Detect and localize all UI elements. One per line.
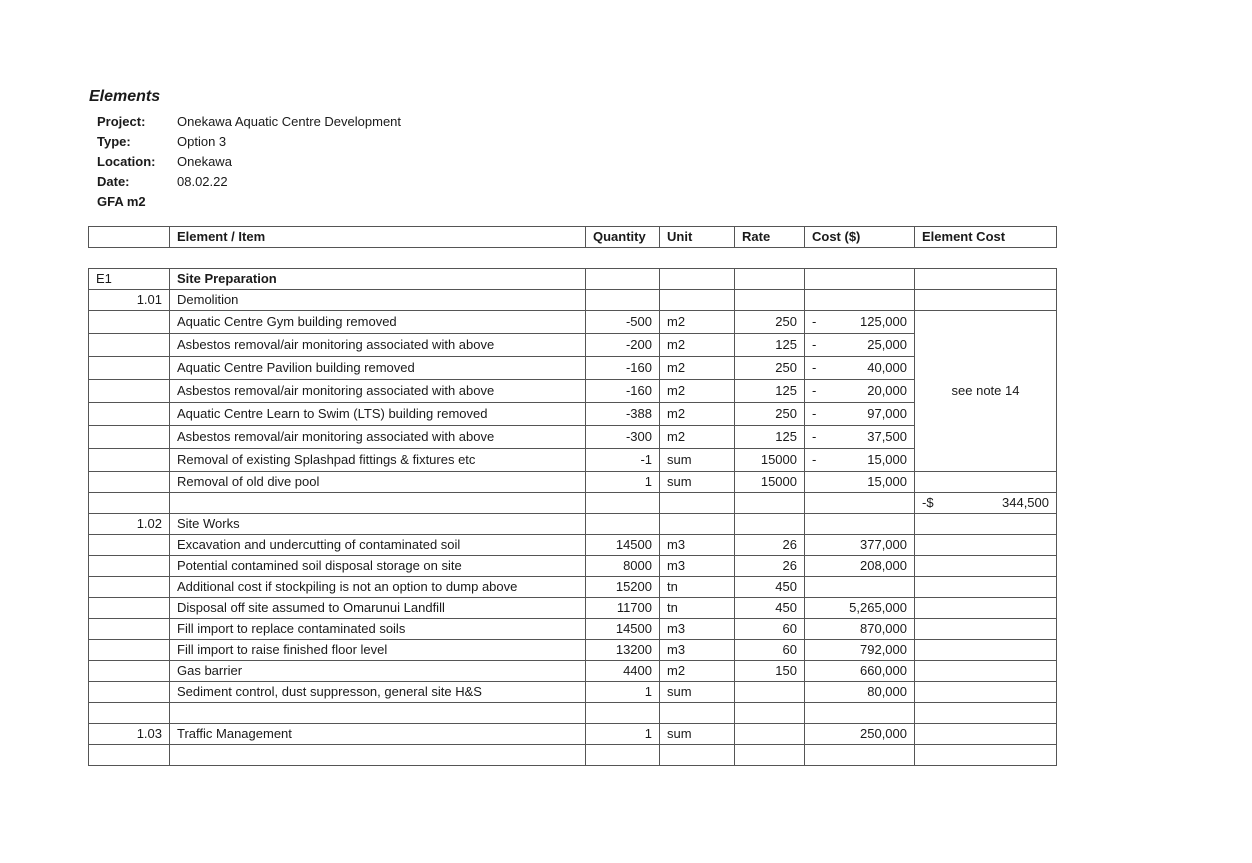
item-description: Aquatic Centre Learn to Swim (LTS) building removed <box>170 403 586 426</box>
negative-marker: - <box>812 383 817 398</box>
table-row <box>89 661 1057 682</box>
subsection-code: 1.02 <box>89 514 170 535</box>
table-row <box>89 334 1057 357</box>
element-note: see note 14 <box>915 311 1057 472</box>
table-row <box>89 449 1057 472</box>
table-row <box>89 640 1057 661</box>
item-rate: 450 <box>735 598 805 619</box>
item-rate: 15000 <box>735 472 805 493</box>
negative-marker: - <box>812 337 817 352</box>
item-rate: 60 <box>735 619 805 640</box>
item-cost: 97,000 <box>867 406 907 421</box>
item-unit: m3 <box>660 535 735 556</box>
header-quantity: Quantity <box>586 227 660 248</box>
item-quantity: -160 <box>586 357 660 380</box>
element-total-cell <box>915 493 1057 514</box>
section-row <box>89 269 1057 290</box>
item-rate: 15000 <box>735 449 805 472</box>
item-quantity: 15200 <box>586 577 660 598</box>
table-row <box>89 426 1057 449</box>
empty-row <box>89 703 1057 724</box>
item-quantity: 4400 <box>586 661 660 682</box>
item-description: Fill import to replace contaminated soils <box>170 619 586 640</box>
item-unit: m2 <box>660 380 735 403</box>
item-description: Asbestos removal/air monitoring associated with above <box>170 426 586 449</box>
meta-key: Location: <box>97 154 156 169</box>
item-rate: 250 <box>735 357 805 380</box>
negative-marker: - <box>812 406 817 421</box>
item-rate: 125 <box>735 426 805 449</box>
item-unit: tn <box>660 577 735 598</box>
item-cost: 25,000 <box>867 337 907 352</box>
meta-key: Project: <box>97 114 146 129</box>
table-row <box>89 556 1057 577</box>
item-quantity: 1 <box>586 682 660 703</box>
item-quantity: 14500 <box>586 619 660 640</box>
item-cost-cell <box>805 449 915 472</box>
item-cost: 80,000 <box>805 682 915 703</box>
subsection-row-siteworks <box>89 514 1057 535</box>
header-unit: Unit <box>660 227 735 248</box>
cost-table <box>88 268 1057 766</box>
table-row <box>89 380 1057 403</box>
item-cost: 792,000 <box>805 640 915 661</box>
item-description: Additional cost if stockpiling is not an option to dump above <box>170 577 586 598</box>
empty-row <box>89 745 1057 766</box>
item-description: Excavation and undercutting of contaminated soil <box>170 535 586 556</box>
meta-value: 08.02.22 <box>177 174 228 189</box>
item-quantity: 14500 <box>586 535 660 556</box>
item-unit: m3 <box>660 556 735 577</box>
item-quantity: -388 <box>586 403 660 426</box>
item-quantity: 13200 <box>586 640 660 661</box>
project-meta <box>97 112 401 212</box>
item-unit: sum <box>660 449 735 472</box>
item-cost: 208,000 <box>805 556 915 577</box>
item-unit: m3 <box>660 619 735 640</box>
item-rate: 450 <box>735 577 805 598</box>
meta-key: Type: <box>97 134 131 149</box>
item-description: Potential contamined soil disposal storage on site <box>170 556 586 577</box>
item-description: Asbestos removal/air monitoring associated with above <box>170 380 586 403</box>
item-unit: sum <box>660 472 735 493</box>
header-element-item: Element / Item <box>170 227 586 248</box>
meta-value: Option 3 <box>177 134 227 149</box>
item-quantity: 8000 <box>586 556 660 577</box>
item-cost: 15,000 <box>867 474 907 489</box>
subsection-code: 1.01 <box>89 290 170 311</box>
item-unit: sum <box>660 724 735 745</box>
item-quantity: -500 <box>586 311 660 334</box>
table-row <box>89 598 1057 619</box>
table-row <box>89 357 1057 380</box>
item-unit: m3 <box>660 640 735 661</box>
subsection-row-traffic <box>89 724 1057 745</box>
item-description: Asbestos removal/air monitoring associated with above <box>170 334 586 357</box>
item-rate: 125 <box>735 334 805 357</box>
document-title: Elements <box>89 88 161 105</box>
header-rate: Rate <box>735 227 805 248</box>
item-cost: 250,000 <box>805 724 915 745</box>
item-rate: 250 <box>735 403 805 426</box>
item-cost-cell <box>805 357 915 380</box>
item-unit: m2 <box>660 426 735 449</box>
meta-row-gfa <box>97 192 401 212</box>
header-code-cell <box>89 227 170 248</box>
item-cost: 125,000 <box>860 314 907 329</box>
item-rate: 250 <box>735 311 805 334</box>
negative-marker: - <box>812 360 817 375</box>
item-description: Gas barrier <box>170 661 586 682</box>
subsection-name: Demolition <box>170 290 586 311</box>
item-description: Traffic Management <box>170 724 586 745</box>
item-quantity: -300 <box>586 426 660 449</box>
item-quantity: 1 <box>586 724 660 745</box>
item-unit: m2 <box>660 311 735 334</box>
item-cost: 377,000 <box>805 535 915 556</box>
item-cost: 660,000 <box>805 661 915 682</box>
item-cost-cell <box>805 403 915 426</box>
table-row <box>89 472 1057 493</box>
item-rate <box>735 724 805 745</box>
item-unit: m2 <box>660 661 735 682</box>
meta-value: Onekawa <box>177 154 232 169</box>
header-cost: Cost ($) <box>805 227 915 248</box>
table-row <box>89 535 1057 556</box>
section-name: Site Preparation <box>170 269 586 290</box>
item-rate <box>735 682 805 703</box>
element-total-prefix: -$ <box>922 495 934 510</box>
item-description: Aquatic Centre Gym building removed <box>170 311 586 334</box>
negative-marker: - <box>812 429 817 444</box>
item-cost: 40,000 <box>867 360 907 375</box>
header-row <box>89 227 1057 248</box>
item-cost-cell <box>805 472 915 493</box>
meta-row-date <box>97 172 401 192</box>
table-row <box>89 619 1057 640</box>
item-cost-cell <box>805 380 915 403</box>
table-row <box>89 577 1057 598</box>
meta-value: Onekawa Aquatic Centre Development <box>177 114 402 129</box>
subtotal-row <box>89 493 1057 514</box>
meta-key: GFA m2 <box>97 194 146 209</box>
item-rate: 150 <box>735 661 805 682</box>
item-cost: 37,500 <box>867 429 907 444</box>
item-rate: 60 <box>735 640 805 661</box>
item-quantity: 1 <box>586 472 660 493</box>
item-quantity: 11700 <box>586 598 660 619</box>
item-description: Disposal off site assumed to Omarunui Landfill <box>170 598 586 619</box>
item-unit: m2 <box>660 334 735 357</box>
item-unit: sum <box>660 682 735 703</box>
item-rate: 26 <box>735 535 805 556</box>
item-cost: 15,000 <box>867 452 907 467</box>
item-cost-cell <box>805 334 915 357</box>
subsection-name: Site Works <box>170 514 586 535</box>
negative-marker: - <box>812 452 817 467</box>
item-cost <box>805 577 915 598</box>
subsection-row-demolition <box>89 290 1057 311</box>
item-unit: tn <box>660 598 735 619</box>
item-description: Removal of old dive pool <box>170 472 586 493</box>
table-row <box>89 311 1057 334</box>
item-cost-cell <box>805 311 915 334</box>
item-cost: 5,265,000 <box>805 598 915 619</box>
item-description: Removal of existing Splashpad fittings & fixtures etc <box>170 449 586 472</box>
meta-key: Date: <box>97 174 130 189</box>
item-cost: 870,000 <box>805 619 915 640</box>
item-description: Sediment control, dust suppresson, general site H&S <box>170 682 586 703</box>
header-element-cost: Element Cost <box>915 227 1057 248</box>
table-row <box>89 403 1057 426</box>
meta-row-location <box>97 152 401 172</box>
meta-row-project <box>97 112 401 132</box>
item-cost-cell <box>805 426 915 449</box>
item-quantity: -200 <box>586 334 660 357</box>
subsection-code: 1.03 <box>89 724 170 745</box>
item-unit: m2 <box>660 357 735 380</box>
item-cost: 20,000 <box>867 383 907 398</box>
header-table <box>88 226 1057 248</box>
table-row <box>89 682 1057 703</box>
item-quantity: -1 <box>586 449 660 472</box>
item-unit: m2 <box>660 403 735 426</box>
element-total: 344,500 <box>1002 495 1049 510</box>
item-description: Fill import to raise finished floor level <box>170 640 586 661</box>
item-quantity: -160 <box>586 380 660 403</box>
item-description: Aquatic Centre Pavilion building removed <box>170 357 586 380</box>
section-code: E1 <box>89 269 170 290</box>
item-rate: 26 <box>735 556 805 577</box>
meta-row-type <box>97 132 401 152</box>
item-rate: 125 <box>735 380 805 403</box>
negative-marker: - <box>812 314 817 329</box>
